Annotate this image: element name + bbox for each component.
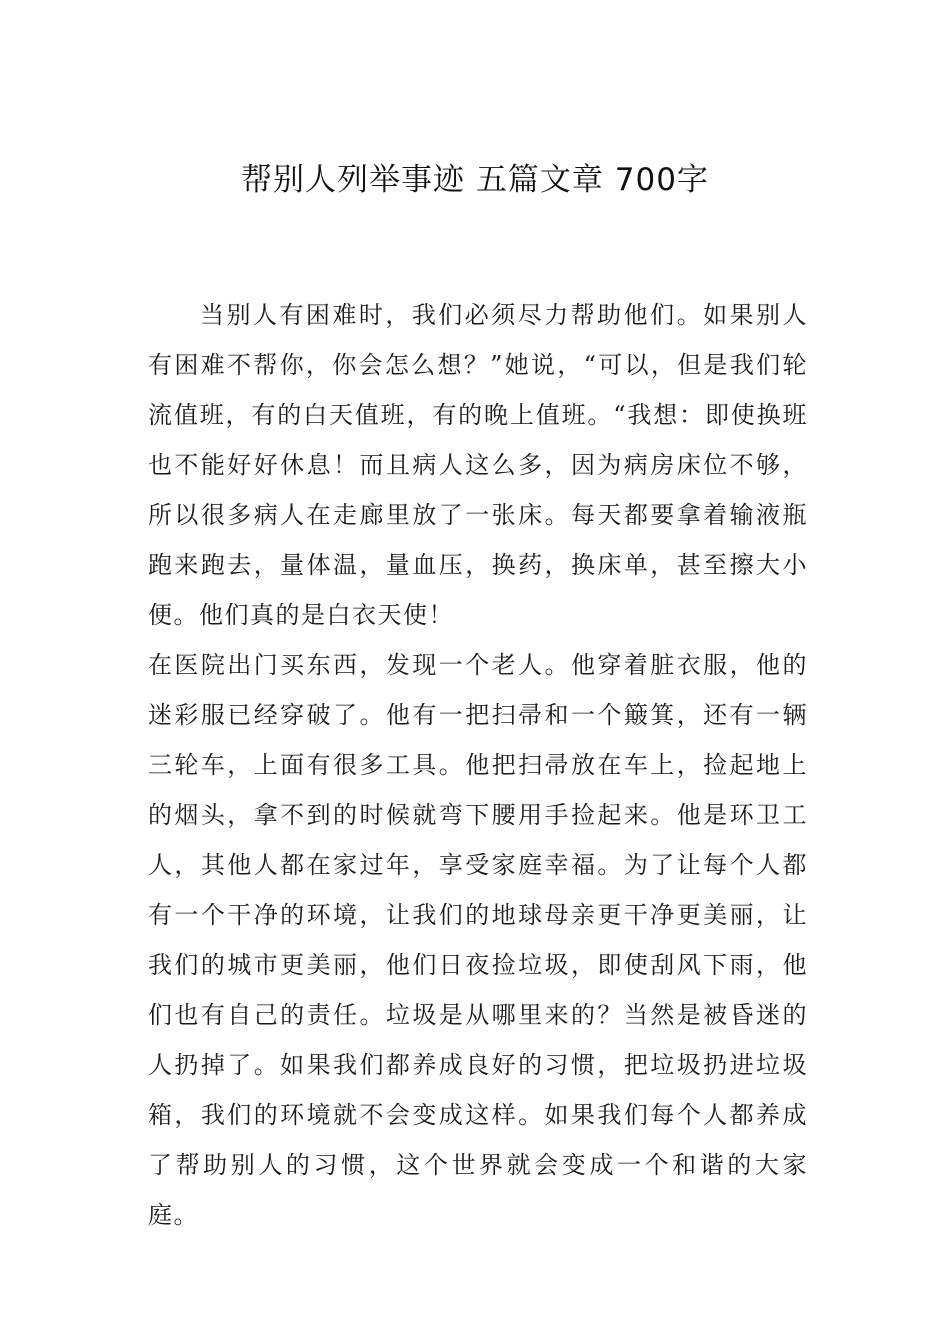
document-title: 帮别人列举事迹 五篇文章 700字 — [241, 162, 709, 198]
document-body — [148, 290, 808, 1240]
paragraph-sanitation-worker: 在医院出门买东西，发现一个老人。他穿着脏衣服，他的迷彩服已经穿破了。他有一把扫帚和一个簸箕，还有一辆三轮车，上面有很多工具。他把扫帚放在车上，捡起地上的烟头，拿不到的时候就弯下腰用手捡起来。他是环卫工人，其他人都在家过年，享受家庭幸福。为了让每个人都有一个干净的环境，让我们的地球母亲更干净更美丽，让我们的城市更美丽，他们日夜捡垃圾，即使刮风下雨，他们也有自己的责任。垃圾是从哪里来的？当然是被昏迷的人扔掉了。如果我们都养成良好的习惯，把垃圾扔进垃圾箱，我们的环境就不会变成这样。如果我们每个人都养成了帮助别人的习惯，这个世界就会变成一个和谐的大家庭。 — [148, 651, 808, 1229]
paragraph-nurses: 当别人有困难时，我们必须尽力帮助他们。如果别人有困难不帮你，你会怎么想？”她说，“可以，但是我们轮流值班，有的白天值班，有的晚上值班。“我想：即使换班也不能好好休息！而且病人这么多，因为病房床位不够，所以很多病人在走廊里放了一张床。每天都要拿着输液瓶跑来跑去，量体温，量血压，换药，换床单，甚至擦大小便。他们真的是白衣天使！ — [148, 301, 808, 629]
